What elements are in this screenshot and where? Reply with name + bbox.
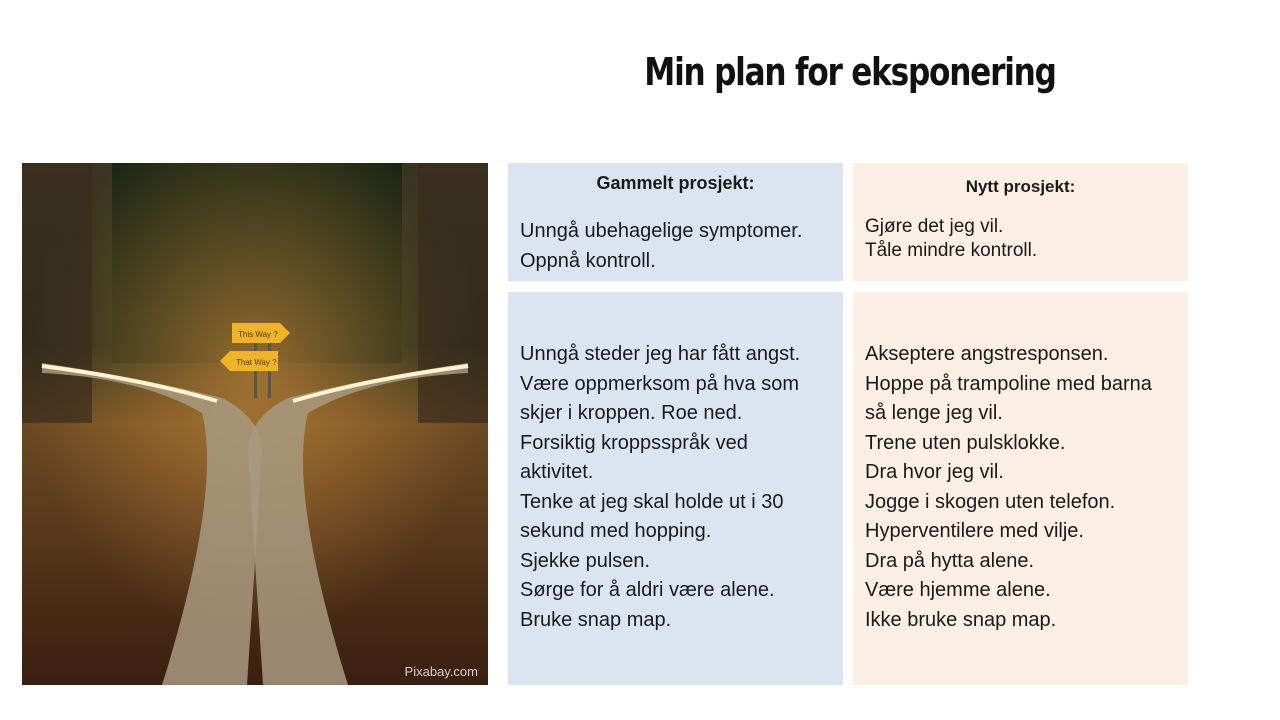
svg-text:This Way ?: This Way ? (238, 330, 278, 339)
old-goal-line: Oppnå kontroll. (520, 250, 656, 272)
old-action-line: Være oppmerksom på hva som (520, 372, 800, 395)
old-action-line: Forsiktig kroppsspråk ved (520, 431, 748, 454)
old-project-heading: Gammelt prosjekt: (596, 173, 755, 193)
old-action-line: Bruke snap map. (520, 608, 672, 631)
new-action-line: Trene uten pulsklokke. (865, 431, 1066, 454)
new-project-actions (853, 292, 1188, 685)
new-action-line: Dra hvor jeg vil. (865, 461, 1004, 483)
new-project-goals (853, 163, 1188, 281)
svg-text:That Way ?: That Way ? (236, 358, 277, 367)
page-title: Min plan for eksponering (644, 50, 1056, 94)
new-action-line: Være hjemme alene. (865, 579, 1051, 601)
new-action-line: Dra på hytta alene. (865, 549, 1034, 572)
old-action-line: skjer i kroppen. Roe ned. (520, 402, 743, 424)
new-action-line: Hyperventilere med vilje. (865, 520, 1084, 542)
forest-fork-photo (22, 163, 488, 685)
old-action-line: Sørge for å aldri være alene. (520, 579, 775, 601)
old-action-line: Sjekke pulsen. (520, 549, 651, 572)
forest-road-illustration (22, 163, 488, 685)
old-goal-line: Unngå ubehagelige symptomer. (520, 220, 803, 242)
new-action-line: så lenge jeg vil. (865, 402, 1003, 424)
new-action-line: Hoppe på trampoline med barna (865, 372, 1152, 395)
old-project-actions (508, 292, 843, 685)
new-goal-line: Gjøre det jeg vil. (865, 216, 1004, 237)
new-project-heading: Nytt prosjekt: (965, 177, 1076, 196)
old-action-line: Unngå steder jeg har fått angst. (520, 343, 801, 365)
new-action-line: Akseptere angstresponsen. (865, 343, 1109, 365)
image-credit: Pixabay.com (404, 664, 478, 679)
new-action-line: Jogge i skogen uten telefon. (865, 490, 1116, 513)
old-action-line: aktivitet. (520, 461, 594, 483)
new-goal-line: Tåle mindre kontroll. (865, 240, 1038, 261)
old-action-line: sekund med hopping. (520, 520, 712, 542)
new-action-line: Ikke bruke snap map. (865, 608, 1057, 631)
old-project-goals (508, 163, 843, 281)
old-action-line: Tenke at jeg skal holde ut i 30 (520, 490, 784, 513)
